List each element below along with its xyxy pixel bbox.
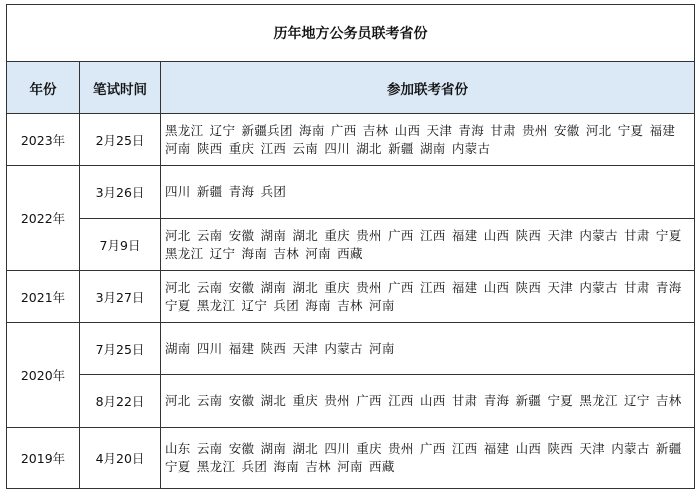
exam-date-cell: 4月20日 (80, 428, 161, 489)
provinces-cell: 河北 云南 安徽 湖北 重庆 贵州 广西 江西 山西 甘肃 青海 新疆 宁夏 黑龙江 辽宁 吉林 (161, 375, 695, 428)
exam-table-container (6, 4, 694, 489)
table-row (7, 219, 695, 271)
exam-date-cell: 7月25日 (80, 323, 161, 375)
exam-date-cell: 8月22日 (80, 375, 161, 428)
provinces-cell: 河北 云南 安徽 湖南 湖北 重庆 贵州 广西 江西 福建 山西 陕西 天津 内蒙古 甘肃 宁夏 黑龙江 辽宁 海南 吉林 河南 西藏 (161, 219, 695, 271)
exam-date-cell: 3月26日 (80, 166, 161, 219)
provinces-cell: 河北 云南 安徽 湖南 湖北 重庆 贵州 广西 江西 福建 山西 陕西 天津 内蒙古 甘肃 青海 宁夏 黑龙江 辽宁 兵团 海南 吉林 河南 (161, 271, 695, 323)
provinces-cell: 山东 云南 安徽 湖南 湖北 四川 重庆 贵州 广西 江西 福建 山西 陕西 天津 内蒙古 新疆 宁夏 黑龙江 兵团 海南 吉林 河南 西藏 (161, 428, 695, 489)
table-row (7, 428, 695, 489)
header-year: 年份 (7, 62, 80, 114)
table-row (7, 375, 695, 428)
exam-date-cell: 7月9日 (80, 219, 161, 271)
table-row (7, 114, 695, 166)
year-cell: 2021年 (7, 271, 80, 323)
title-row (7, 5, 695, 62)
provinces-cell: 湖南 四川 福建 陕西 天津 内蒙古 河南 (161, 323, 695, 375)
provinces-cell: 四川 新疆 青海 兵团 (161, 166, 695, 219)
table-row (7, 323, 695, 375)
year-cell: 2019年 (7, 428, 80, 489)
table-row (7, 271, 695, 323)
exam-date-cell: 2月25日 (80, 114, 161, 166)
table-row (7, 166, 695, 219)
year-cell: 2023年 (7, 114, 80, 166)
provinces-cell: 黑龙江 辽宁 新疆兵团 海南 广西 吉林 山西 天津 青海 甘肃 贵州 安徽 河北 宁夏 福建 河南 陕西 重庆 江西 云南 四川 湖北 新疆 湖南 内蒙古 (161, 114, 695, 166)
joint-exam-provinces-table (6, 4, 695, 489)
table-title: 历年地方公务员联考省份 (7, 5, 695, 62)
year-cell: 2022年 (7, 166, 80, 271)
exam-date-cell: 3月27日 (80, 271, 161, 323)
header-provinces: 参加联考省份 (161, 62, 695, 114)
header-exam-date: 笔试时间 (80, 62, 161, 114)
header-row (7, 62, 695, 114)
year-cell: 2020年 (7, 323, 80, 428)
